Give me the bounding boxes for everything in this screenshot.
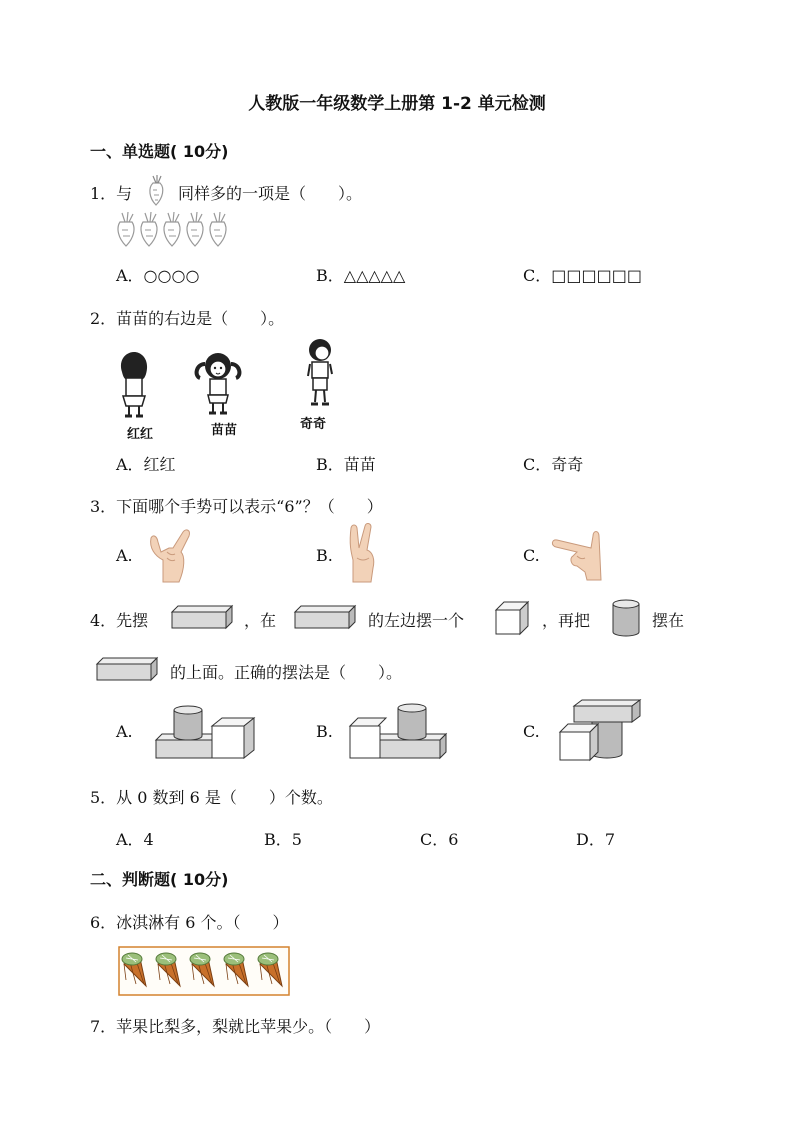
q3-option-b[interactable]: B. <box>316 546 333 565</box>
q4-text-4: ，再把 <box>542 611 591 630</box>
q1-text-a: 1．与 <box>90 184 133 203</box>
q2-option-c[interactable]: C．奇奇 <box>523 455 584 474</box>
hand-gesture-c-icon <box>547 522 607 580</box>
carrot-group <box>116 210 236 248</box>
cuboid-icon <box>293 604 357 630</box>
hand-gesture-a-icon <box>143 526 205 582</box>
q5-option-d[interactable]: D．7 <box>576 830 616 849</box>
person-label-honghong: 红红 <box>127 427 154 442</box>
ice-cream-row-image <box>118 946 290 996</box>
q4-text-3: 的左边摆一个 <box>368 611 465 630</box>
q5-option-a[interactable]: A．4 <box>116 830 154 849</box>
q5-text: 5．从 0 数到 6 是（ ）个数。 <box>90 788 333 807</box>
q4-option-b[interactable]: B. <box>316 722 333 741</box>
q2-option-b[interactable]: B．苗苗 <box>316 455 376 474</box>
carrot-icon <box>146 174 168 206</box>
cuboid-icon <box>170 604 234 630</box>
q2-text: 2．苗苗的右边是（ ）。 <box>90 309 285 328</box>
arrangement-c-image <box>558 696 644 762</box>
girl-miaomiao-figure <box>192 352 244 416</box>
cube-icon <box>494 600 530 636</box>
q2-option-a[interactable]: A．红红 <box>116 455 176 474</box>
q4-option-a[interactable]: A. <box>116 722 133 741</box>
q3-option-c[interactable]: C. <box>523 546 540 565</box>
q1-option-b[interactable]: B．△△△△△ <box>316 266 406 285</box>
arrangement-a-image <box>154 702 258 760</box>
person-label-miaomiao: 苗苗 <box>211 423 238 438</box>
section-heading-single-choice: 一、单选题( 10分) <box>90 142 229 161</box>
q4-text-1: 4．先摆 <box>90 611 149 630</box>
q1-option-c[interactable]: C．□□□□□□ <box>523 266 642 285</box>
q1-option-a[interactable]: A．○○○○ <box>116 266 200 285</box>
girl-honghong-figure <box>114 352 154 420</box>
q3-text: 3．下面哪个手势可以表示“6”？（ ） <box>90 497 383 516</box>
q1-text-b: 同样多的一项是（ ）。 <box>178 184 363 203</box>
q4-text-2: ，在 <box>244 611 277 630</box>
section-heading-true-false: 二、判断题( 10分) <box>90 870 229 889</box>
q5-option-c[interactable]: C．6 <box>420 830 459 849</box>
q3-option-a[interactable]: A. <box>116 546 133 565</box>
q7-text: 7．苹果比梨多，梨就比苹果少。（ ） <box>90 1017 381 1036</box>
boy-qiqi-figure <box>302 338 338 410</box>
page-title: 人教版一年级数学上册第 1-2 单元检测 <box>248 94 546 114</box>
q6-text: 6．冰淇淋有 6 个。（ ） <box>90 913 289 932</box>
q4-option-c[interactable]: C. <box>523 722 540 741</box>
q5-option-b[interactable]: B．5 <box>264 830 302 849</box>
q4-text-5: 摆在 <box>652 611 685 630</box>
cuboid-icon <box>95 656 159 682</box>
q4-text-6: 的上面。正确的摆法是（ ）。 <box>170 663 403 682</box>
arrangement-b-image <box>348 700 448 760</box>
hand-gesture-b-icon <box>345 522 381 582</box>
cylinder-icon <box>611 598 641 638</box>
person-label-qiqi: 奇奇 <box>300 417 327 432</box>
